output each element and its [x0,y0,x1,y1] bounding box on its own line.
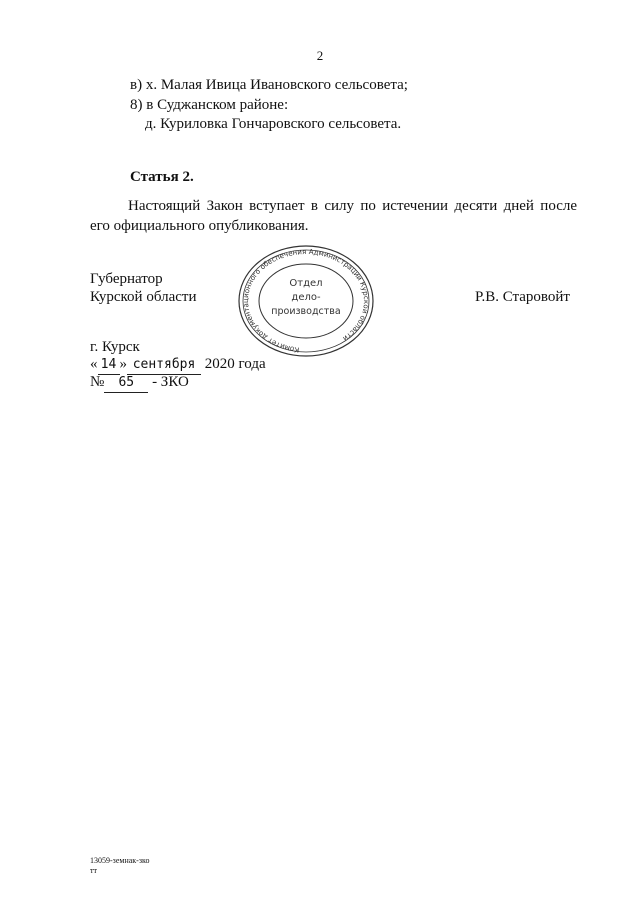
place-line: г. Курск [90,339,140,355]
date-year: 2020 года [204,356,266,372]
number-prefix: № [90,374,105,390]
stamp-center-line2: дело- [291,292,321,303]
page-number: 2 [316,48,324,63]
date-month: сентября [127,356,201,375]
number-value: 65 [104,374,148,393]
official-stamp [236,244,376,360]
article-heading: Статья 2. [130,169,194,185]
stamp-ring-text: Комитет документационного обеспечения Администрации Курской области [241,247,371,354]
signature-name: Р.В. Старовойт [475,289,570,305]
list-item-kurilovka: д. Куриловка Гончаровского сельсовета. [145,116,402,132]
number-suffix: - ЗКО [152,374,189,390]
stamp-center-line3: производства [271,306,341,317]
date-open-quote: « [90,356,98,372]
article-paragraph: Настоящий Закон вступает в силу по истечении десяти дней после его официального опубликования. [90,198,577,234]
footer-line1: 13059-земнак-зко [90,856,150,865]
signature-title-line1: Губернатор [90,271,163,287]
signature-title-line2: Курской области [90,289,197,305]
list-item-8: 8) в Суджанском районе: [130,97,289,113]
date-close-quote: » [119,356,127,372]
stamp-center-line1: Отдел [289,278,323,289]
number-line [90,373,189,393]
footer-line2: тт [90,866,97,875]
date-line [90,355,266,375]
date-day: 14 [98,356,120,375]
list-item-v: в) х. Малая Ивица Ивановского сельсовета; [130,77,408,93]
